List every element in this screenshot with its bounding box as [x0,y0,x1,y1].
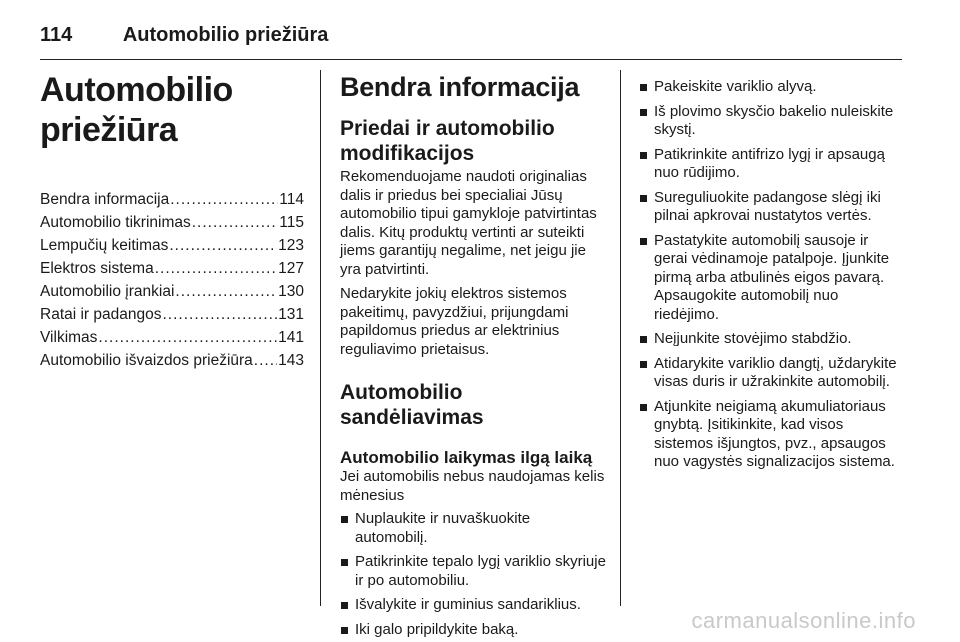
list-item [639,330,904,349]
list-item-text: Neįjunkite stovėjimo stabdžio. [654,330,852,347]
page-number: 114 [40,24,73,46]
table-of-contents [40,188,304,372]
accessories-heading: Priedai ir automobilio modifikacijos [340,117,555,165]
list-item [639,103,904,140]
bullet-square-icon [341,627,348,634]
content-column-2 [639,78,904,478]
storage-steps-list-continued [639,78,904,472]
toc-entry-page: 143 [278,352,304,369]
list-item-text: Atidarykite variklio dangtį, uždarykite visas duris ir užrakinkite automobilį. [654,354,897,390]
storage-steps-list [340,510,606,639]
toc-leader [98,326,277,349]
list-item [639,232,904,325]
list-item-text: Iš plovimo skysčio bakelio nuleiskite skystį. [654,102,894,138]
toc-leader [170,188,278,211]
list-item-text: Nuplaukite ir nuvaškuokite automobilį. [355,510,531,546]
toc-entry-label: Automobilio įrankiai [40,283,175,300]
header-rule [40,59,902,60]
list-item [639,78,904,97]
bullet-square-icon [640,336,647,343]
toc-entry-label: Elektros sistema [40,260,154,277]
list-item-text: Patikrinkite tepalo lygį variklio skyriuje ir po automobiliu. [355,553,606,589]
list-item-text: Patikrinkite antifrizo lygį ir apsaugą nuo rūdijimo. [654,145,885,181]
toc-entry[interactable] [40,280,304,303]
content-column-1 [340,70,606,639]
list-item-text: Pakeiskite variklio alyvą. [654,78,817,95]
bullet-square-icon [341,559,348,566]
toc-entry-page: 115 [279,214,304,231]
running-header [40,22,328,48]
list-item-text: Pastatykite automobilį sausoje ir gerai vėdinamoje patalpoje. Įjunkite pirmą arba atbulinės eigos pavarą. Apsaugokite automobilį nuo riedėjimo. [654,231,890,323]
list-item [639,355,904,392]
toc-entry[interactable] [40,211,304,234]
storage-heading: Automobilio sandėliavimas [340,381,484,429]
toc-entry-label: Bendra informacija [40,191,170,208]
bullet-square-icon [640,109,647,116]
toc-entry[interactable] [40,326,304,349]
watermark: carmanualsonline.info [691,608,916,633]
toc-entry[interactable] [40,234,304,257]
toc-entry-page: 123 [278,237,304,254]
toc-entry[interactable] [40,349,304,372]
list-item [639,398,904,472]
toc-leader [169,234,277,257]
list-item-text: Iki galo pripildykite baką. [355,620,519,638]
list-item [340,510,606,547]
section-title: Bendra informacija [340,72,580,102]
toc-entry-label: Automobilio tikrinimas [40,214,191,231]
chapter-title: Automobilio priežiūra [40,71,233,149]
column-divider-2 [620,70,621,606]
list-item-text: Atjunkite neigiamą akumuliatoriaus gnybtą. Įsitikinkite, kad visos sistemos išjungtos, pvz., apsaugos nuo vagystės signalizacijos sistema. [654,397,895,470]
bullet-square-icon [341,602,348,609]
chapter-column [40,70,304,372]
list-item [340,553,606,590]
bullet-square-icon [640,195,647,202]
toc-entry[interactable] [40,303,304,326]
toc-entry[interactable] [40,257,304,280]
electrical-paragraph: Nedarykite jokių elektros sistemos pakeitimų, pavyzdžiui, prijungdami papildomus priedus ar elektrinius reguliavimo prietaisus. [340,285,569,358]
toc-entry[interactable] [40,188,304,211]
toc-entry-page: 131 [278,306,304,323]
toc-entry-page: 127 [278,260,304,277]
toc-leader [175,280,277,303]
column-divider-1 [320,70,321,606]
list-item-text: Išvalykite ir guminius sandariklius. [355,596,581,613]
list-item [639,146,904,183]
list-item [340,621,606,640]
list-item-text: Sureguliuokite padangose slėgį iki pilnai apkrovai nustatytos vertės. [654,188,881,224]
accessories-paragraph: Rekomenduojame naudoti originalias dalis ir priedus bei specialiai Jūsų automobilio tipui gamykloje patvirtintas dalis. Kitų produktų vertinti ar suteikti jiems garantijų negalime, net jeigu jie yra patvirtinti. [340,168,597,278]
bullet-square-icon [640,404,647,411]
toc-entry-label: Vilkimas [40,329,98,346]
bullet-square-icon [640,84,647,91]
toc-entry-page: 130 [278,283,304,300]
storage-intro: Jei automobilis nebus naudojamas kelis mėnesius [340,468,605,504]
toc-leader [155,257,277,280]
toc-leader [163,303,278,326]
list-item [340,596,606,615]
bullet-square-icon [640,238,647,245]
toc-leader [192,211,279,234]
bullet-square-icon [640,152,647,159]
storage-subheading: Automobilio laikymas ilgą laiką [340,448,593,467]
toc-entry-label: Ratai ir padangos [40,306,162,323]
toc-entry-page: 114 [279,191,304,208]
toc-entry-label: Automobilio išvaizdos priežiūra [40,352,253,369]
toc-entry-page: 141 [278,329,304,346]
bullet-square-icon [640,361,647,368]
running-header-title: Automobilio priežiūra [122,24,329,46]
toc-leader [254,349,277,372]
toc-entry-label: Lempučių keitimas [40,237,169,254]
list-item [639,189,904,226]
bullet-square-icon [341,516,348,523]
